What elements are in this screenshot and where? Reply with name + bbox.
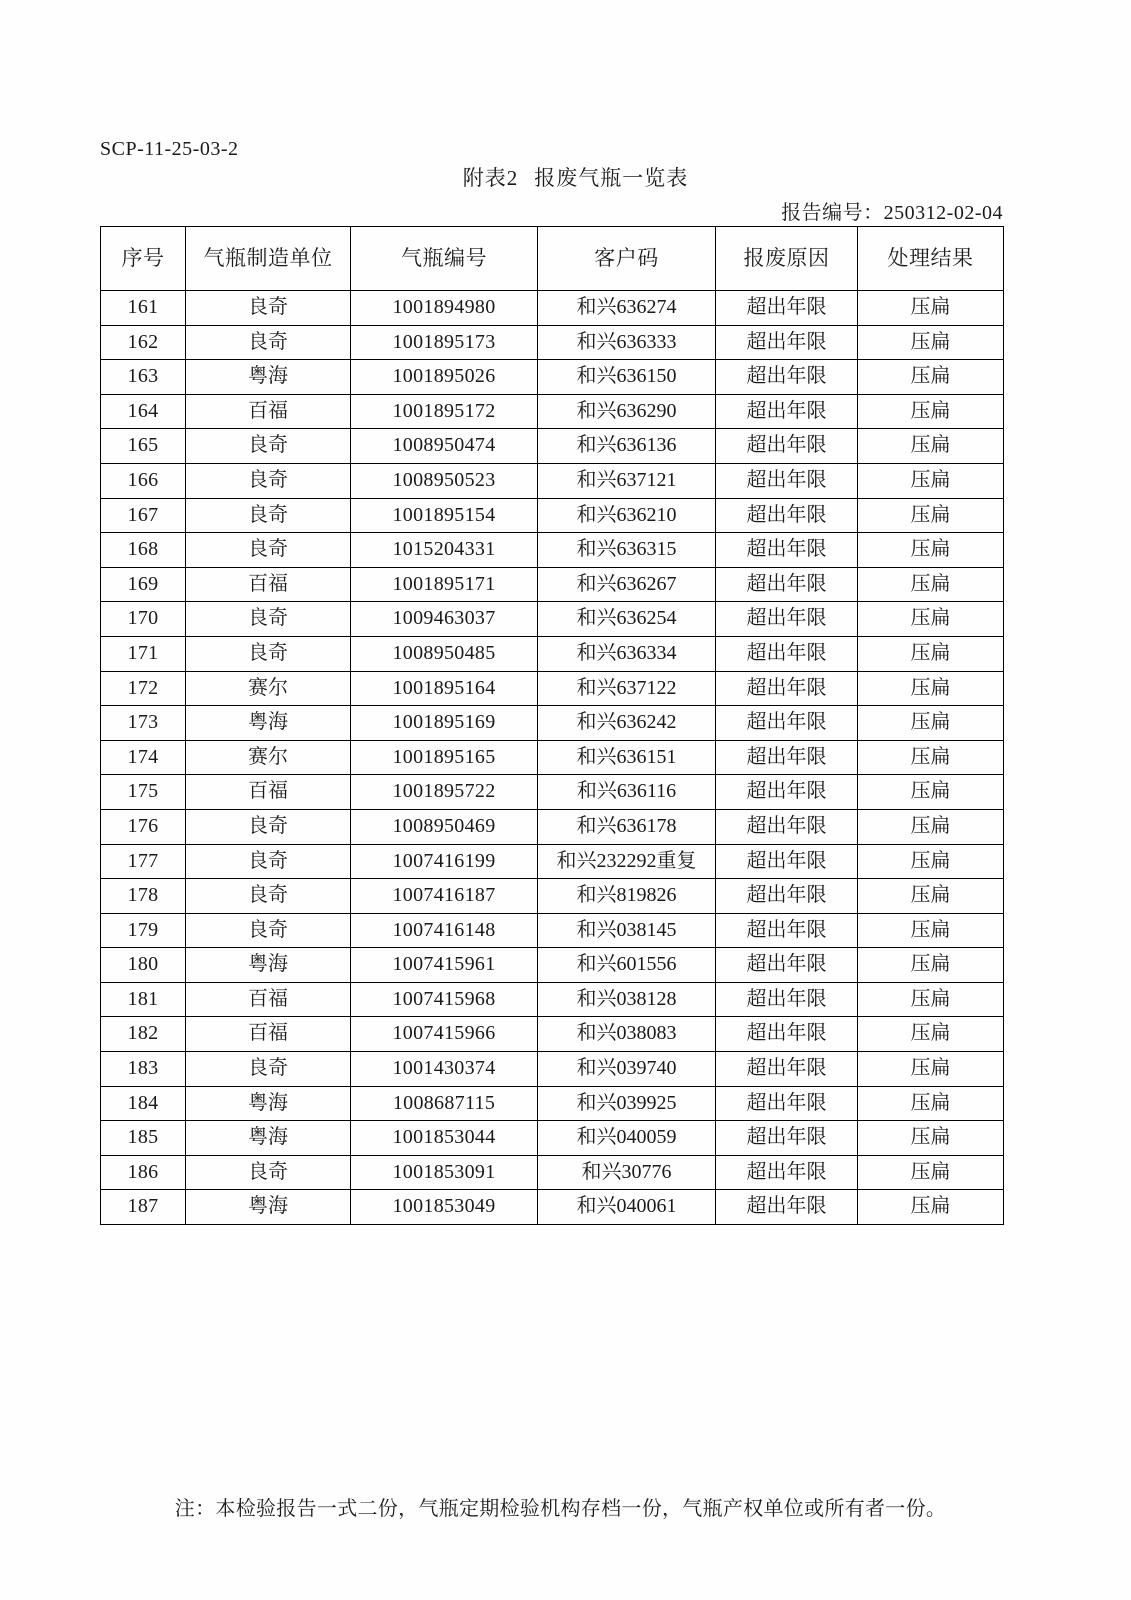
cell-cylinder-no: 1001895173 <box>351 325 538 360</box>
cell-manufacturer: 良奇 <box>186 602 351 637</box>
cell-cylinder-no: 1007416199 <box>351 844 538 879</box>
column-header-cylinder-no: 气瓶编号 <box>351 227 538 291</box>
cell-customer-code: 和兴601556 <box>538 948 716 983</box>
cell-cylinder-no: 1001895026 <box>351 360 538 395</box>
cell-scrap-reason: 超出年限 <box>716 567 858 602</box>
table-row <box>101 325 1004 360</box>
cell-manufacturer: 粤海 <box>186 1086 351 1121</box>
cell-customer-code: 和兴636210 <box>538 498 716 533</box>
column-header-customer-code: 客户码 <box>538 227 716 291</box>
cell-manufacturer: 良奇 <box>186 879 351 914</box>
cell-customer-code: 和兴038083 <box>538 1017 716 1052</box>
cell-manufacturer: 粤海 <box>186 1190 351 1225</box>
cell-customer-code: 和兴636150 <box>538 360 716 395</box>
cell-manufacturer: 粤海 <box>186 1121 351 1156</box>
table-row <box>101 602 1004 637</box>
cell-index: 185 <box>101 1121 186 1156</box>
cell-manufacturer: 良奇 <box>186 325 351 360</box>
cell-manufacturer: 赛尔 <box>186 671 351 706</box>
cell-customer-code: 和兴819826 <box>538 879 716 914</box>
cell-customer-code: 和兴636116 <box>538 775 716 810</box>
cell-disposal-result: 压扁 <box>858 879 1004 914</box>
table-row <box>101 982 1004 1017</box>
cell-index: 165 <box>101 429 186 464</box>
column-header-manufacturer: 气瓶制造单位 <box>186 227 351 291</box>
cell-cylinder-no: 1001895154 <box>351 498 538 533</box>
cell-customer-code: 和兴040061 <box>538 1190 716 1225</box>
cell-disposal-result: 压扁 <box>858 809 1004 844</box>
cell-index: 177 <box>101 844 186 879</box>
cell-index: 181 <box>101 982 186 1017</box>
scrap-cylinder-table <box>100 226 1004 1225</box>
cell-scrap-reason: 超出年限 <box>716 1052 858 1087</box>
cell-disposal-result: 压扁 <box>858 533 1004 568</box>
cell-disposal-result: 压扁 <box>858 636 1004 671</box>
table-row <box>101 879 1004 914</box>
cell-manufacturer: 良奇 <box>186 913 351 948</box>
cell-cylinder-no: 1001895164 <box>351 671 538 706</box>
cell-scrap-reason: 超出年限 <box>716 498 858 533</box>
table-header <box>101 227 1004 291</box>
cell-cylinder-no: 1001853044 <box>351 1121 538 1156</box>
table-row <box>101 706 1004 741</box>
cell-disposal-result: 压扁 <box>858 394 1004 429</box>
cell-scrap-reason: 超出年限 <box>716 740 858 775</box>
cell-index: 168 <box>101 533 186 568</box>
cell-scrap-reason: 超出年限 <box>716 948 858 983</box>
cell-scrap-reason: 超出年限 <box>716 636 858 671</box>
cell-index: 171 <box>101 636 186 671</box>
cell-customer-code: 和兴636136 <box>538 429 716 464</box>
cell-manufacturer: 良奇 <box>186 809 351 844</box>
cell-customer-code: 和兴636333 <box>538 325 716 360</box>
table-row <box>101 1086 1004 1121</box>
cell-disposal-result: 压扁 <box>858 291 1004 326</box>
cell-disposal-result: 压扁 <box>858 1086 1004 1121</box>
cell-cylinder-no: 1007416148 <box>351 913 538 948</box>
cell-disposal-result: 压扁 <box>858 429 1004 464</box>
cell-manufacturer: 良奇 <box>186 533 351 568</box>
table-row <box>101 636 1004 671</box>
cell-cylinder-no: 1007416187 <box>351 879 538 914</box>
cell-customer-code: 和兴30776 <box>538 1155 716 1190</box>
table-row <box>101 429 1004 464</box>
table-row <box>101 291 1004 326</box>
cell-disposal-result: 压扁 <box>858 913 1004 948</box>
footnote: 注：本检验报告一式二份，气瓶定期检验机构存档一份，气瓶产权单位或所有者一份。 <box>174 1498 947 1520</box>
cell-customer-code: 和兴636334 <box>538 636 716 671</box>
cell-disposal-result: 压扁 <box>858 1155 1004 1190</box>
cell-manufacturer: 粤海 <box>186 360 351 395</box>
table-row <box>101 1190 1004 1225</box>
cell-cylinder-no: 1008687115 <box>351 1086 538 1121</box>
cell-customer-code: 和兴636178 <box>538 809 716 844</box>
cell-index: 172 <box>101 671 186 706</box>
table-row <box>101 740 1004 775</box>
cell-cylinder-no: 1008950485 <box>351 636 538 671</box>
cell-manufacturer: 良奇 <box>186 1155 351 1190</box>
cell-customer-code: 和兴636267 <box>538 567 716 602</box>
cell-manufacturer: 良奇 <box>186 636 351 671</box>
cell-index: 186 <box>101 1155 186 1190</box>
cell-index: 176 <box>101 809 186 844</box>
cell-disposal-result: 压扁 <box>858 325 1004 360</box>
cell-disposal-result: 压扁 <box>858 1190 1004 1225</box>
table-row <box>101 533 1004 568</box>
cell-cylinder-no: 1001895171 <box>351 567 538 602</box>
cell-cylinder-no: 1007415966 <box>351 1017 538 1052</box>
cell-customer-code: 和兴038128 <box>538 982 716 1017</box>
cell-manufacturer: 良奇 <box>186 463 351 498</box>
cell-cylinder-no: 1007415968 <box>351 982 538 1017</box>
table-body <box>101 291 1004 1225</box>
cell-index: 175 <box>101 775 186 810</box>
cell-customer-code: 和兴039740 <box>538 1052 716 1087</box>
cell-disposal-result: 压扁 <box>858 360 1004 395</box>
table-row <box>101 1052 1004 1087</box>
cell-customer-code: 和兴637121 <box>538 463 716 498</box>
cell-scrap-reason: 超出年限 <box>716 809 858 844</box>
cell-cylinder-no: 1015204331 <box>351 533 538 568</box>
cell-scrap-reason: 超出年限 <box>716 1155 858 1190</box>
cell-disposal-result: 压扁 <box>858 567 1004 602</box>
cell-customer-code: 和兴636290 <box>538 394 716 429</box>
cell-scrap-reason: 超出年限 <box>716 1121 858 1156</box>
cell-disposal-result: 压扁 <box>858 1052 1004 1087</box>
table-row <box>101 498 1004 533</box>
cell-customer-code: 和兴232292重复 <box>538 844 716 879</box>
cell-manufacturer: 百福 <box>186 1017 351 1052</box>
table-row <box>101 775 1004 810</box>
cell-index: 166 <box>101 463 186 498</box>
cell-index: 187 <box>101 1190 186 1225</box>
cell-disposal-result: 压扁 <box>858 775 1004 810</box>
cell-cylinder-no: 1008950474 <box>351 429 538 464</box>
cell-customer-code: 和兴039925 <box>538 1086 716 1121</box>
cell-scrap-reason: 超出年限 <box>716 533 858 568</box>
cell-scrap-reason: 超出年限 <box>716 982 858 1017</box>
cell-disposal-result: 压扁 <box>858 706 1004 741</box>
cell-cylinder-no: 1008950523 <box>351 463 538 498</box>
cell-cylinder-no: 1007415961 <box>351 948 538 983</box>
cell-index: 183 <box>101 1052 186 1087</box>
cell-disposal-result: 压扁 <box>858 498 1004 533</box>
cell-scrap-reason: 超出年限 <box>716 291 858 326</box>
cell-index: 178 <box>101 879 186 914</box>
table-row <box>101 567 1004 602</box>
table-row <box>101 844 1004 879</box>
cell-disposal-result: 压扁 <box>858 740 1004 775</box>
cell-customer-code: 和兴636274 <box>538 291 716 326</box>
table-row <box>101 671 1004 706</box>
table-row <box>101 913 1004 948</box>
cell-manufacturer: 良奇 <box>186 498 351 533</box>
cell-customer-code: 和兴636151 <box>538 740 716 775</box>
column-header-scrap-reason: 报废原因 <box>716 227 858 291</box>
cell-cylinder-no: 1001430374 <box>351 1052 538 1087</box>
cell-disposal-result: 压扁 <box>858 1017 1004 1052</box>
cell-disposal-result: 压扁 <box>858 602 1004 637</box>
cell-scrap-reason: 超出年限 <box>716 1086 858 1121</box>
table-row <box>101 1017 1004 1052</box>
cell-manufacturer: 粤海 <box>186 948 351 983</box>
cell-cylinder-no: 1008950469 <box>351 809 538 844</box>
table-row <box>101 809 1004 844</box>
cell-scrap-reason: 超出年限 <box>716 360 858 395</box>
cell-cylinder-no: 1001894980 <box>351 291 538 326</box>
column-header-index: 序号 <box>101 227 186 291</box>
cell-manufacturer: 赛尔 <box>186 740 351 775</box>
report-number-label: 报告编号： <box>781 202 884 224</box>
cell-scrap-reason: 超出年限 <box>716 463 858 498</box>
cell-manufacturer: 百福 <box>186 982 351 1017</box>
cell-scrap-reason: 超出年限 <box>716 1017 858 1052</box>
cell-customer-code: 和兴040059 <box>538 1121 716 1156</box>
cell-scrap-reason: 超出年限 <box>716 602 858 637</box>
cell-scrap-reason: 超出年限 <box>716 706 858 741</box>
cell-index: 179 <box>101 913 186 948</box>
table-row <box>101 360 1004 395</box>
table-row <box>101 1155 1004 1190</box>
table-row <box>101 948 1004 983</box>
cell-disposal-result: 压扁 <box>858 671 1004 706</box>
cell-scrap-reason: 超出年限 <box>716 913 858 948</box>
table-row <box>101 1121 1004 1156</box>
document-code: SCP-11-25-03-2 <box>100 138 239 160</box>
report-number <box>781 196 1003 225</box>
cell-scrap-reason: 超出年限 <box>716 775 858 810</box>
table-row <box>101 394 1004 429</box>
column-header-disposal-result: 处理结果 <box>858 227 1004 291</box>
cell-scrap-reason: 超出年限 <box>716 1190 858 1225</box>
cell-cylinder-no: 1009463037 <box>351 602 538 637</box>
cell-index: 180 <box>101 948 186 983</box>
cell-index: 161 <box>101 291 186 326</box>
cell-index: 182 <box>101 1017 186 1052</box>
page-title <box>0 162 1131 192</box>
cell-cylinder-no: 1001853091 <box>351 1155 538 1190</box>
cell-customer-code: 和兴636242 <box>538 706 716 741</box>
cell-disposal-result: 压扁 <box>858 982 1004 1017</box>
cell-manufacturer: 粤海 <box>186 706 351 741</box>
cell-scrap-reason: 超出年限 <box>716 844 858 879</box>
cell-disposal-result: 压扁 <box>858 1121 1004 1156</box>
cell-scrap-reason: 超出年限 <box>716 879 858 914</box>
cell-manufacturer: 百福 <box>186 775 351 810</box>
cell-manufacturer: 百福 <box>186 394 351 429</box>
report-number-value: 250312-02-04 <box>883 202 1003 224</box>
cell-index: 167 <box>101 498 186 533</box>
cell-cylinder-no: 1001895722 <box>351 775 538 810</box>
cell-manufacturer: 百福 <box>186 567 351 602</box>
cell-cylinder-no: 1001895172 <box>351 394 538 429</box>
cell-index: 162 <box>101 325 186 360</box>
cell-disposal-result: 压扁 <box>858 948 1004 983</box>
cell-index: 170 <box>101 602 186 637</box>
page-title-prefix: 附表2 <box>462 166 519 190</box>
cell-scrap-reason: 超出年限 <box>716 325 858 360</box>
cell-manufacturer: 良奇 <box>186 844 351 879</box>
cell-customer-code: 和兴637122 <box>538 671 716 706</box>
cell-disposal-result: 压扁 <box>858 463 1004 498</box>
page-title-main: 报废气瓶一览表 <box>534 166 689 190</box>
cell-customer-code: 和兴636254 <box>538 602 716 637</box>
cell-customer-code: 和兴636315 <box>538 533 716 568</box>
table-header-row <box>101 227 1004 291</box>
cell-scrap-reason: 超出年限 <box>716 429 858 464</box>
cell-disposal-result: 压扁 <box>858 844 1004 879</box>
table-row <box>101 463 1004 498</box>
cell-scrap-reason: 超出年限 <box>716 394 858 429</box>
cell-cylinder-no: 1001895165 <box>351 740 538 775</box>
scrap-cylinder-table-wrapper <box>100 226 1003 1225</box>
cell-manufacturer: 良奇 <box>186 291 351 326</box>
cell-index: 184 <box>101 1086 186 1121</box>
cell-cylinder-no: 1001895169 <box>351 706 538 741</box>
cell-index: 163 <box>101 360 186 395</box>
cell-manufacturer: 良奇 <box>186 1052 351 1087</box>
cell-cylinder-no: 1001853049 <box>351 1190 538 1225</box>
cell-customer-code: 和兴038145 <box>538 913 716 948</box>
cell-index: 169 <box>101 567 186 602</box>
cell-scrap-reason: 超出年限 <box>716 671 858 706</box>
cell-index: 174 <box>101 740 186 775</box>
cell-index: 164 <box>101 394 186 429</box>
cell-manufacturer: 良奇 <box>186 429 351 464</box>
cell-index: 173 <box>101 706 186 741</box>
